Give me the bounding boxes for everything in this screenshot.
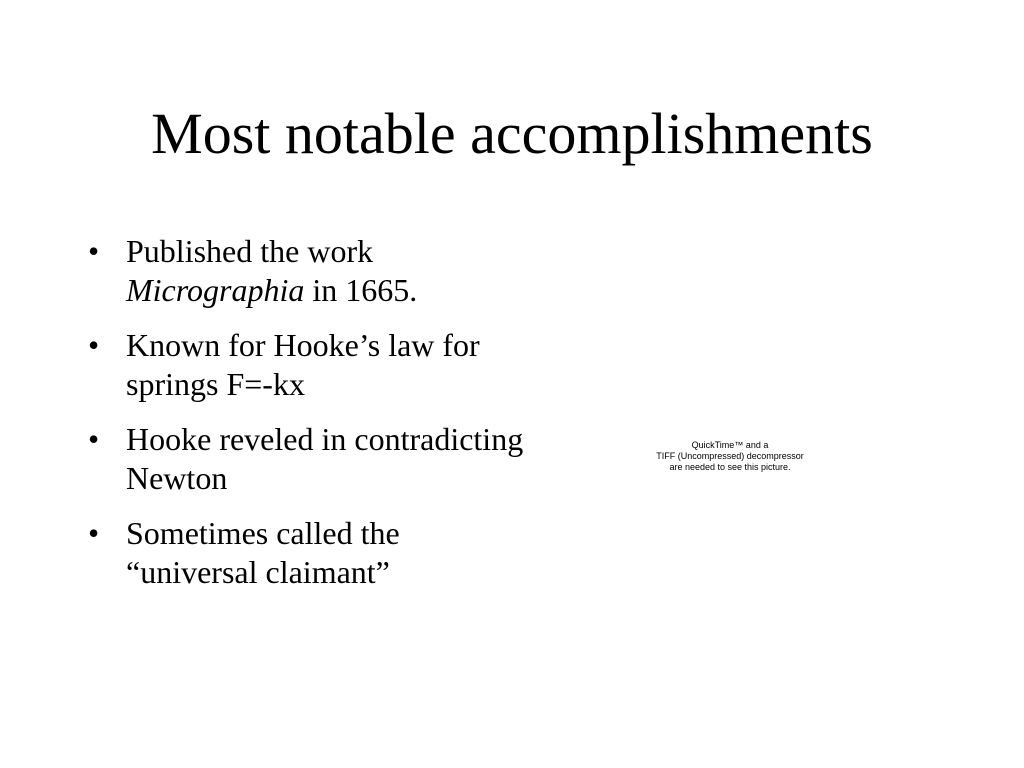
bullet-text: Sometimes called the “universal claimant” [126,515,400,590]
placeholder-line: TIFF (Uncompressed) decompressor [656,451,804,461]
bullet-icon: • [88,233,100,269]
placeholder-line: are needed to see this picture. [669,462,791,472]
bullet-icon: • [88,421,100,457]
bullet-list [88,232,528,608]
bullet-item [88,514,528,592]
bullet-text: Published the work [126,233,374,269]
slide-title: Most notable accomplishments [151,101,873,166]
bullet-item [88,232,528,310]
bullet-text: Hooke reveled in contradicting Newton [126,421,524,496]
bullet-icon: • [88,515,100,551]
image-placeholder [620,440,840,473]
placeholder-line: QuickTime™ and a [691,440,769,450]
bullet-item [88,326,528,404]
bullet-text: Known for Hooke’s law for springs F=-kx [126,327,480,402]
bullet-icon: • [88,327,100,363]
bullet-italic-text: Micrographia [126,272,305,308]
bullet-item [88,420,528,498]
bullet-text-after: in 1665. [304,272,418,308]
